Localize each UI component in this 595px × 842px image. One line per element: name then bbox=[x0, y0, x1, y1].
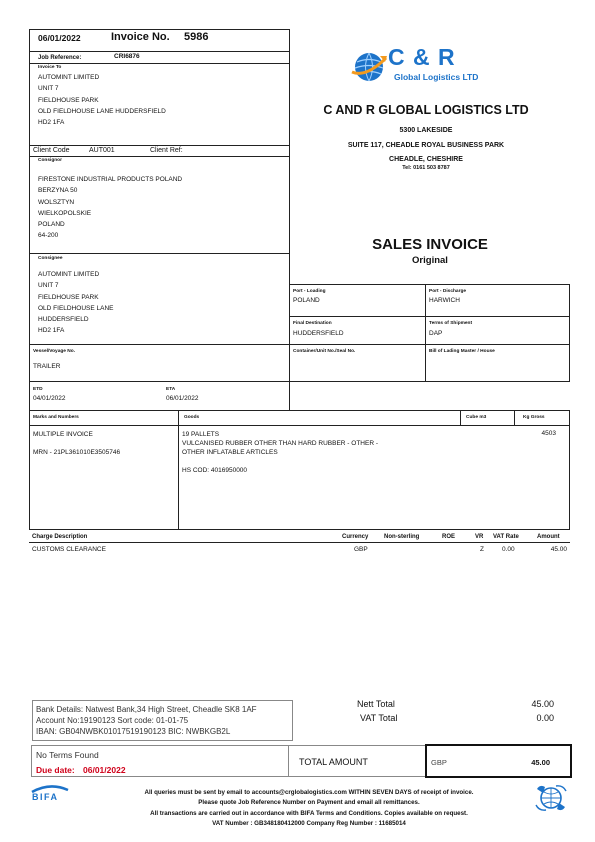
kg-gross-header: Kg Gross bbox=[523, 415, 545, 420]
vessel-value: TRAILER bbox=[33, 363, 61, 370]
company-address bbox=[300, 124, 552, 168]
bank-details-line: IBAN: GB04NWBK01017519190123 BIC: NWBKGB2L bbox=[36, 727, 231, 736]
total-amount-value: 45.00 bbox=[531, 758, 550, 767]
address-line: BERZYNA 50 bbox=[38, 187, 78, 195]
goods-line: VULCANISED RUBBER OTHER THAN HARD RUBBER - OTHER - bbox=[182, 440, 378, 447]
goods-header-divider bbox=[29, 425, 570, 426]
client-code-label: Client Code bbox=[33, 147, 70, 154]
consignee-label: Consignee bbox=[38, 256, 63, 261]
charge-description-header: Charge Description bbox=[32, 534, 88, 540]
bank-details-line: Bank Details: Natwest Bank,34 High Street, Cheadle SK8 1AF bbox=[36, 705, 257, 714]
nett-total-value: 45.00 bbox=[531, 699, 554, 709]
address-line: FIELDHOUSE PARK bbox=[38, 293, 99, 301]
marks-and-numbers bbox=[33, 430, 120, 457]
goods-line: OTHER INFLATABLE ARTICLES bbox=[182, 449, 278, 456]
marks-line: MRN - 21PL361010E3505746 bbox=[33, 449, 121, 456]
final-destination-value: HUDDERSFIELD bbox=[293, 330, 344, 337]
bill-of-lading-label: Bill of Lading Master / House bbox=[429, 349, 495, 354]
port-loading-value: POLAND bbox=[293, 297, 320, 304]
document-subtitle: Original bbox=[412, 255, 448, 266]
payment-terms: No Terms Found bbox=[36, 750, 99, 760]
footer-line: All transactions are carried out in accordance with BIFA Terms and Conditions. Copies available on request. bbox=[150, 809, 468, 817]
goods-line bbox=[182, 457, 378, 466]
terms-of-shipment-value: DAP bbox=[429, 330, 443, 337]
port-loading-label: Port - Loading bbox=[293, 289, 326, 294]
consignor-label: Consignor bbox=[38, 158, 62, 163]
document-title: SALES INVOICE bbox=[372, 236, 488, 253]
logo-main-text: C & R bbox=[388, 44, 456, 70]
invoice-to-address bbox=[38, 72, 166, 128]
invoice-to-label: Invoice To bbox=[38, 65, 62, 70]
client-ref-label: Client Ref: bbox=[150, 147, 183, 154]
charge-amount: 45.00 bbox=[550, 546, 567, 553]
company-logo bbox=[350, 44, 486, 88]
footer-notes bbox=[75, 788, 543, 829]
charge-currency: GBP bbox=[354, 546, 368, 553]
consignee-address bbox=[38, 269, 114, 337]
address-line: WIELKOPOLSKIE bbox=[38, 209, 92, 217]
vessel-label: Vessel/Voyage No. bbox=[33, 349, 76, 354]
address-line: HD2 1FA bbox=[38, 327, 65, 335]
goods-line: HS COD: 4016950000 bbox=[182, 467, 248, 474]
currency-header: Currency bbox=[342, 534, 369, 540]
port-discharge-label: Port - Discharge bbox=[429, 289, 467, 294]
cube-header: Cube m3 bbox=[466, 415, 487, 420]
company-address-line: CHEADLE, CHESHIRE bbox=[389, 156, 463, 163]
footer-line: All queries must be sent by email to accounts@crglobalogistics.com WITHIN SEVEN DAYS of receipt of invoice. bbox=[144, 789, 474, 796]
due-date-label: Due date: bbox=[36, 765, 75, 775]
invoice-date: 06/01/2022 bbox=[38, 33, 81, 43]
address-line: AUTOMINT LIMITED bbox=[38, 271, 100, 278]
company-name: C AND R GLOBAL LOGISTICS LTD bbox=[323, 103, 529, 117]
address-line: AUTOMINT LIMITED bbox=[38, 74, 100, 81]
charges-header-divider bbox=[29, 542, 570, 543]
footer-line: VAT Number : GB348180412000 Company Reg Number : 11685014 bbox=[212, 819, 406, 827]
consignor-address bbox=[38, 174, 182, 242]
address-line: FIELDHOUSE PARK bbox=[38, 96, 99, 104]
roe-header: ROE bbox=[442, 534, 456, 540]
address-line: WOLSZTYN bbox=[38, 198, 75, 206]
globe-hands-icon bbox=[534, 781, 568, 815]
address-line: HD2 1FA bbox=[38, 119, 65, 127]
goods-column-divider bbox=[460, 410, 461, 425]
eta-label: ETA bbox=[166, 387, 176, 392]
vat-total-value: 0.00 bbox=[536, 713, 554, 723]
bank-details bbox=[36, 704, 257, 737]
terms-of-shipment-label: Terms of Shipment bbox=[429, 321, 473, 326]
kg-gross-value: 4503 bbox=[541, 430, 556, 437]
vat-rate-header: VAT Rate bbox=[493, 534, 519, 540]
bifa-logo bbox=[30, 784, 70, 810]
client-code-value: AUT001 bbox=[89, 147, 115, 154]
address-line: POLAND bbox=[38, 221, 65, 229]
job-reference-value: CRI6876 bbox=[114, 53, 140, 60]
total-amount-label: TOTAL AMOUNT bbox=[299, 757, 368, 767]
marks-line: MULTIPLE INVOICE bbox=[33, 431, 93, 438]
charge-description: CUSTOMS CLEARANCE bbox=[32, 546, 106, 553]
charge-vat-rate: 0.00 bbox=[502, 546, 515, 553]
etd-eta-box bbox=[29, 381, 290, 411]
address-line: OLD FIELDHOUSE LANE bbox=[38, 304, 114, 312]
non-sterling-header: Non-sterling bbox=[384, 534, 420, 540]
port-discharge-value: HARWICH bbox=[429, 297, 460, 304]
goods-column-divider bbox=[178, 410, 179, 530]
marks-header: Marks and Numbers bbox=[33, 415, 79, 420]
goods-header: Goods bbox=[184, 415, 200, 420]
goods-line: 19 PALLETS bbox=[182, 431, 220, 438]
company-address-line: SUITE 117, CHEADLE ROYAL BUSINESS PARK bbox=[347, 141, 505, 149]
bifa-text: BIFA bbox=[32, 792, 59, 802]
company-phone: Tel: 0161 503 8787 bbox=[402, 165, 450, 171]
job-reference-label: Job Reference: bbox=[38, 55, 82, 61]
etd-value: 04/01/2022 bbox=[33, 395, 66, 402]
total-currency: GBP bbox=[431, 758, 447, 767]
goods-column-divider bbox=[514, 410, 515, 425]
eta-value: 06/01/2022 bbox=[166, 395, 199, 402]
vr-header: VR bbox=[475, 534, 484, 540]
address-line: HUDDERSFIELD bbox=[38, 316, 89, 324]
etd-label: ETD bbox=[33, 387, 43, 392]
goods-description bbox=[182, 430, 378, 475]
marks-line bbox=[33, 439, 120, 448]
address-line: UNIT 7 bbox=[38, 85, 59, 93]
invoice-number: 5986 bbox=[184, 31, 209, 43]
final-destination-label: Final Destination bbox=[293, 321, 332, 326]
container-label: Container/Unit No./Seal No. bbox=[293, 349, 356, 354]
accreditation-logo bbox=[534, 781, 568, 815]
nett-total-label: Nett Total bbox=[357, 699, 395, 709]
footer-line: Please quote Job Reference Number on Payment and email all remittances. bbox=[198, 799, 420, 807]
logo-sub-text: Global Logistics LTD bbox=[394, 72, 479, 82]
charge-vr: Z bbox=[480, 546, 484, 553]
address-line: 64-200 bbox=[38, 232, 59, 240]
address-line: OLD FIELDHOUSE LANE HUDDERSFIELD bbox=[38, 107, 166, 115]
address-line: FIRESTONE INDUSTRIAL PRODUCTS POLAND bbox=[38, 176, 183, 183]
bank-details-line: Account No:19190123 Sort code: 01-01-75 bbox=[36, 716, 189, 725]
company-address-line: 5300 LAKESIDE bbox=[399, 127, 453, 134]
address-line: UNIT 7 bbox=[38, 282, 59, 290]
amount-header: Amount bbox=[537, 534, 560, 540]
vat-total-label: VAT Total bbox=[360, 713, 398, 723]
due-date-value: 06/01/2022 bbox=[83, 765, 126, 775]
invoice-number-label: Invoice No. bbox=[111, 31, 170, 43]
globe-icon bbox=[350, 48, 388, 86]
